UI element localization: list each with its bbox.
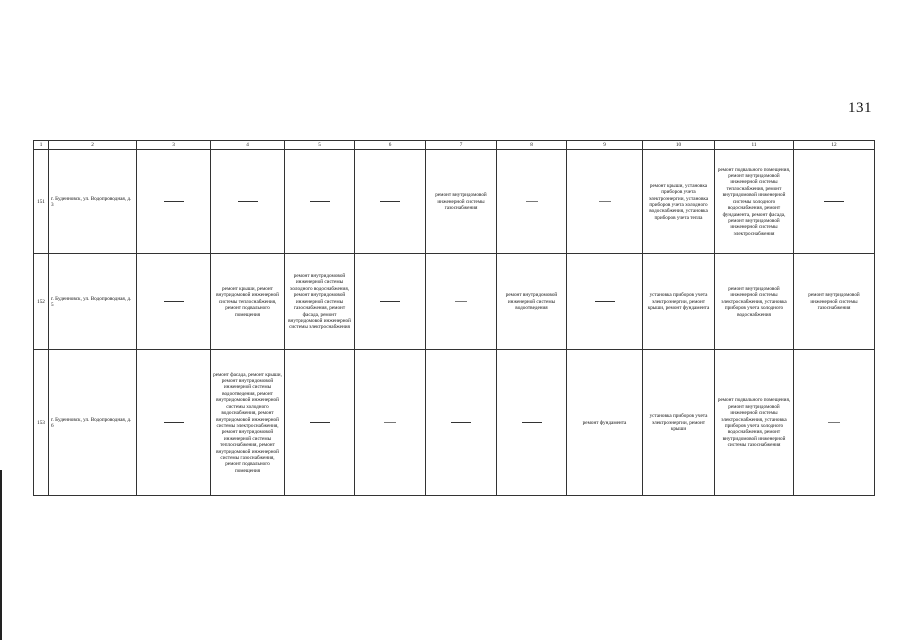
dash-mark <box>828 422 840 423</box>
row-number: 151 <box>34 150 49 254</box>
empty-cell <box>137 254 211 350</box>
address-cell: г. Буденновск, ул. Водопроводная, д. 6 <box>49 350 137 496</box>
work-cell: ремонт внутридомовой инженерной системы электроснабжения, установка приборов учета холодного водоснабжения <box>715 254 794 350</box>
column-number: 9 <box>567 141 643 150</box>
dash-mark <box>380 301 400 302</box>
column-number: 5 <box>285 141 355 150</box>
work-cell: установка приборов учета электроэнергии, ремонт крыши, ремонт фундамента <box>643 254 715 350</box>
empty-cell <box>426 350 497 496</box>
table-row <box>34 254 875 350</box>
row-number: 153 <box>34 350 49 496</box>
dash-mark <box>451 422 471 423</box>
dash-mark <box>164 301 184 302</box>
work-cell: ремонт внутридомовой инженерной системы водоотведения <box>497 254 567 350</box>
dash-mark <box>310 422 330 423</box>
dash-mark <box>164 201 184 202</box>
work-cell: ремонт фундамента <box>567 350 643 496</box>
work-cell: ремонт крыши, установка приборов учета электроэнергии, установка приборов учета холодного водоснабжения, установка приборов учета тепла <box>643 150 715 254</box>
table-row <box>34 350 875 496</box>
dash-mark <box>526 201 538 202</box>
work-cell: ремонт подвального помещения, ремонт внутридомовой инженерной системы электроснабжения, установка приборов учета холодного водоснабжения, ремонт внутридомовой инженерной системы газоснабжения <box>715 350 794 496</box>
empty-cell <box>794 150 875 254</box>
empty-cell <box>567 254 643 350</box>
column-number-row <box>34 141 875 150</box>
row-number: 152 <box>34 254 49 350</box>
work-cell: ремонт фасада, ремонт крыши, ремонт внутридомовой инженерной системы водоотведения, ремонт внутридомовой инженерной системы холодного водоснабжения, ремонт внутридомовой инженерной системы электроснабжения, ремонт внутридомовой инженерной системы теплоснабжения, ремонт внутридомовой инженерной системы газоснабжения, ремонт подвального помещения <box>211 350 285 496</box>
dash-mark <box>824 201 844 202</box>
empty-cell <box>497 150 567 254</box>
dash-mark <box>384 422 396 423</box>
empty-cell <box>285 150 355 254</box>
empty-cell <box>497 350 567 496</box>
empty-cell <box>285 350 355 496</box>
work-cell: ремонт крыши, ремонт внутридомовой инженерной системы теплоснабжения, ремонт подвального помещения <box>211 254 285 350</box>
dash-mark <box>380 201 400 202</box>
column-number: 2 <box>49 141 137 150</box>
dash-mark <box>164 422 184 423</box>
dash-mark <box>595 301 615 302</box>
column-number: 3 <box>137 141 211 150</box>
empty-cell <box>137 150 211 254</box>
column-number: 8 <box>497 141 567 150</box>
dash-mark <box>599 201 611 202</box>
work-cell: ремонт внутридомовой инженерной системы газоснабжения <box>426 150 497 254</box>
column-number: 4 <box>211 141 285 150</box>
empty-cell <box>355 150 426 254</box>
empty-cell <box>137 350 211 496</box>
column-number: 7 <box>426 141 497 150</box>
empty-cell <box>426 254 497 350</box>
capital-repair-table <box>33 140 875 496</box>
column-number: 12 <box>794 141 875 150</box>
work-cell: ремонт внутридомовой инженерной системы холодного водоснабжения, ремонт внутридомовой инженерной системы газоснабжения, ремонт фасада, ремонт внутридомовой инженерной системы электроснабжения <box>285 254 355 350</box>
page-number: 131 <box>848 100 872 116</box>
work-cell: ремонт внутридомовой инженерной системы газоснабжения <box>794 254 875 350</box>
work-cell: ремонт подвального помещения, ремонт внутридомовой инженерной системы теплоснабжения, ремонт внутридомовой инженерной системы холодного водоснабжения, ремонт фундамента, ремонт фасада, ремонт внутридомовой инженерной системы электроснабжения <box>715 150 794 254</box>
work-cell: установка приборов учета электроэнергии, ремонт крыши <box>643 350 715 496</box>
column-number: 1 <box>34 141 49 150</box>
empty-cell <box>211 150 285 254</box>
dash-mark <box>310 201 330 202</box>
column-number: 6 <box>355 141 426 150</box>
dash-mark <box>455 301 467 302</box>
empty-cell <box>794 350 875 496</box>
empty-cell <box>567 150 643 254</box>
address-cell: г. Буденновск, ул. Водопроводная, д. 3 <box>49 150 137 254</box>
empty-cell <box>355 254 426 350</box>
address-cell: г. Буденновск, ул. Водопроводная, д. 5 <box>49 254 137 350</box>
table-row <box>34 150 875 254</box>
scan-edge-line <box>0 470 2 640</box>
dash-mark <box>522 422 542 423</box>
dash-mark <box>238 201 258 202</box>
empty-cell <box>355 350 426 496</box>
column-number: 11 <box>715 141 794 150</box>
column-number: 10 <box>643 141 715 150</box>
